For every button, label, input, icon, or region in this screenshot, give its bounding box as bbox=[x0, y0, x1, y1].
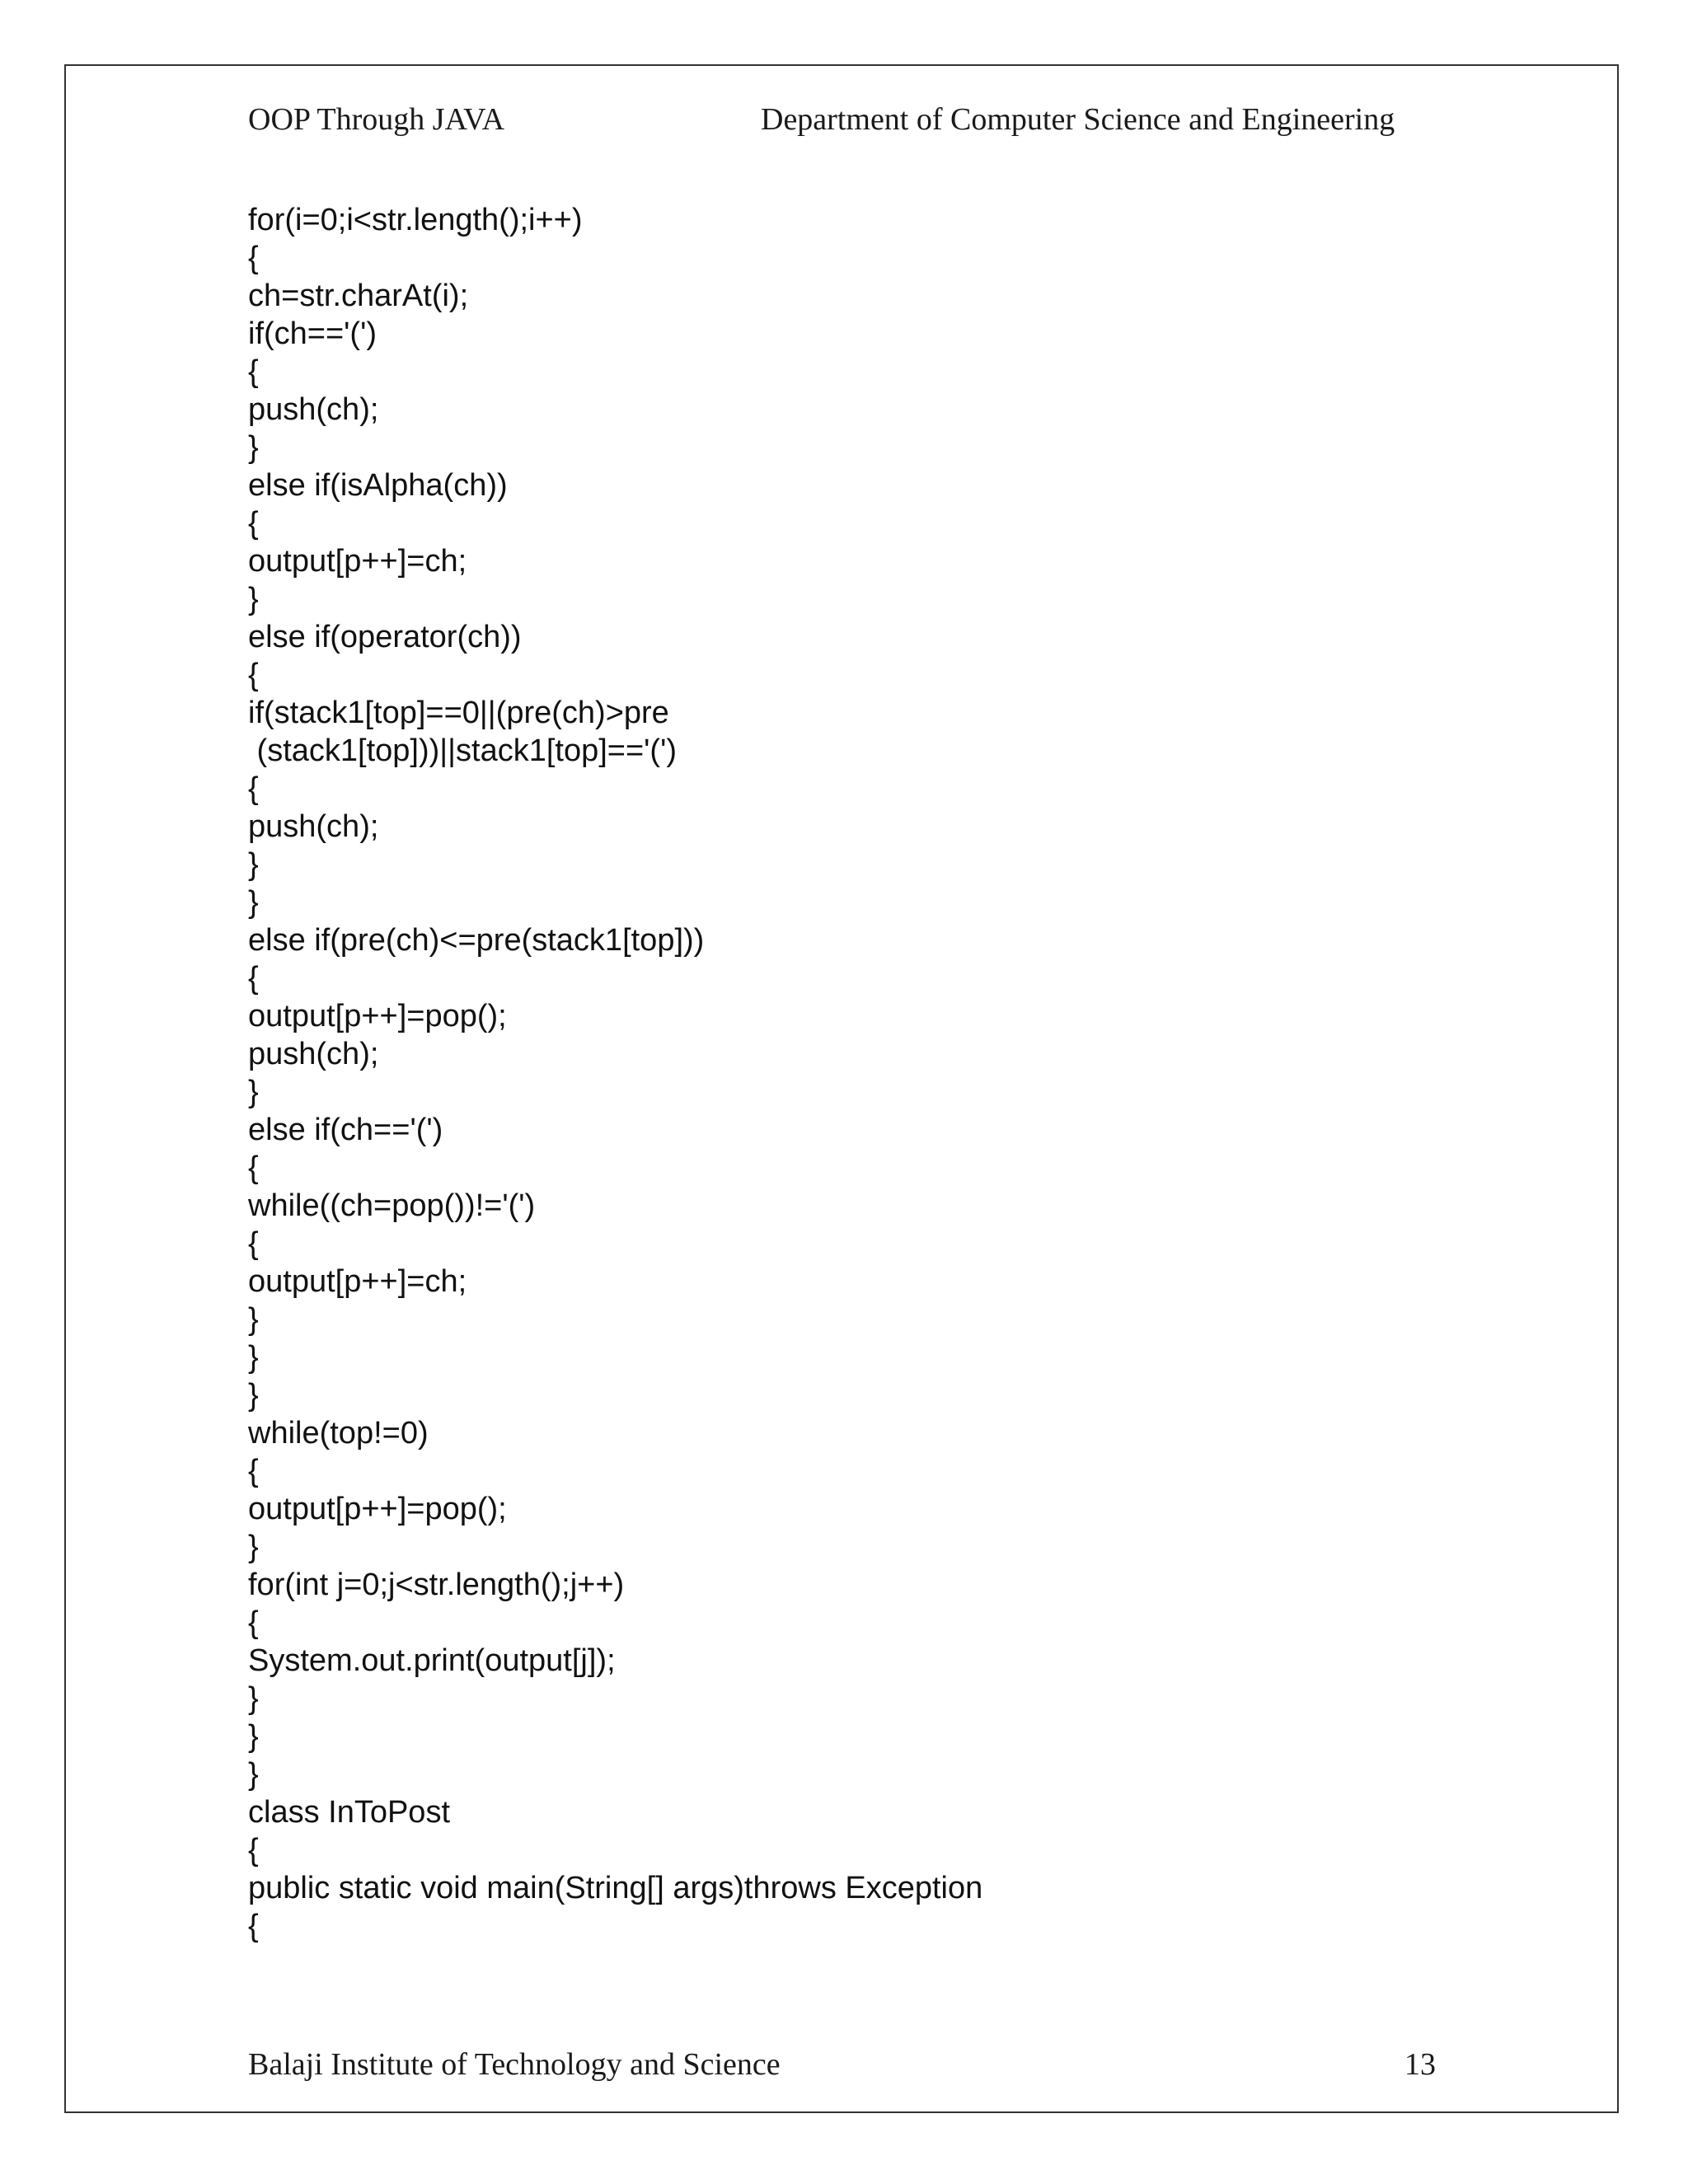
code-line: { bbox=[248, 1909, 259, 1943]
code-line: } bbox=[248, 847, 259, 882]
header-department: Department of Computer Science and Engineering bbox=[761, 102, 1395, 137]
code-line: else if(ch=='(') bbox=[248, 1113, 443, 1147]
code-line: } bbox=[248, 1719, 259, 1754]
footer-institute: Balaji Institute of Technology and Science bbox=[248, 2047, 781, 2082]
code-line: public static void main(String[] args)throws Exception bbox=[248, 1871, 983, 1905]
code-line: } bbox=[248, 1302, 259, 1337]
code-line: } bbox=[248, 885, 259, 920]
code-line: for(int j=0;j<str.length();j++) bbox=[248, 1568, 625, 1602]
code-line: else if(operator(ch)) bbox=[248, 620, 522, 654]
code-line: if(stack1[top]==0||(pre(ch)>pre bbox=[248, 696, 669, 730]
code-line: } bbox=[248, 1530, 259, 1564]
code-line: else if(pre(ch)<=pre(stack1[top])) bbox=[248, 923, 705, 958]
page-number: 13 bbox=[1404, 2047, 1436, 2082]
code-line: output[p++]=ch; bbox=[248, 544, 467, 579]
code-line: else if(isAlpha(ch)) bbox=[248, 468, 508, 503]
code-line: { bbox=[248, 1151, 259, 1185]
code-line: { bbox=[248, 1454, 259, 1488]
code-line: { bbox=[248, 961, 259, 996]
code-line: (stack1[top]))||stack1[top]=='(') bbox=[248, 733, 677, 768]
code-line: } bbox=[248, 1757, 259, 1792]
code-line: } bbox=[248, 1075, 259, 1109]
code-line: if(ch=='(') bbox=[248, 316, 377, 351]
code-line: output[p++]=pop(); bbox=[248, 999, 507, 1033]
code-line: output[p++]=ch; bbox=[248, 1264, 467, 1299]
code-line: } bbox=[248, 582, 259, 616]
code-line: push(ch); bbox=[248, 809, 379, 844]
header-course-title: OOP Through JAVA bbox=[248, 102, 505, 137]
code-line: { bbox=[248, 771, 259, 806]
code-line: } bbox=[248, 1378, 259, 1413]
code-line: { bbox=[248, 506, 259, 541]
code-line: { bbox=[248, 658, 259, 692]
code-line: push(ch); bbox=[248, 392, 379, 427]
code-line: { bbox=[248, 1605, 259, 1640]
code-line: push(ch); bbox=[248, 1037, 379, 1071]
code-line: output[p++]=pop(); bbox=[248, 1492, 507, 1526]
code-line: while((ch=pop())!='(') bbox=[248, 1188, 536, 1223]
code-line: for(i=0;i<str.length();i++) bbox=[248, 203, 583, 237]
code-line: while(top!=0) bbox=[248, 1416, 429, 1451]
code-line: class InToPost bbox=[248, 1795, 450, 1830]
code-line: } bbox=[248, 1681, 259, 1716]
code-line: { bbox=[248, 1226, 259, 1261]
code-listing bbox=[248, 201, 1567, 1945]
code-line: { bbox=[248, 354, 259, 389]
code-line: { bbox=[248, 241, 259, 275]
code-line: { bbox=[248, 1833, 259, 1868]
code-line: System.out.print(output[j]); bbox=[248, 1643, 616, 1678]
code-line: ch=str.charAt(i); bbox=[248, 279, 469, 313]
code-line: } bbox=[248, 1340, 259, 1375]
code-line: } bbox=[248, 430, 259, 465]
